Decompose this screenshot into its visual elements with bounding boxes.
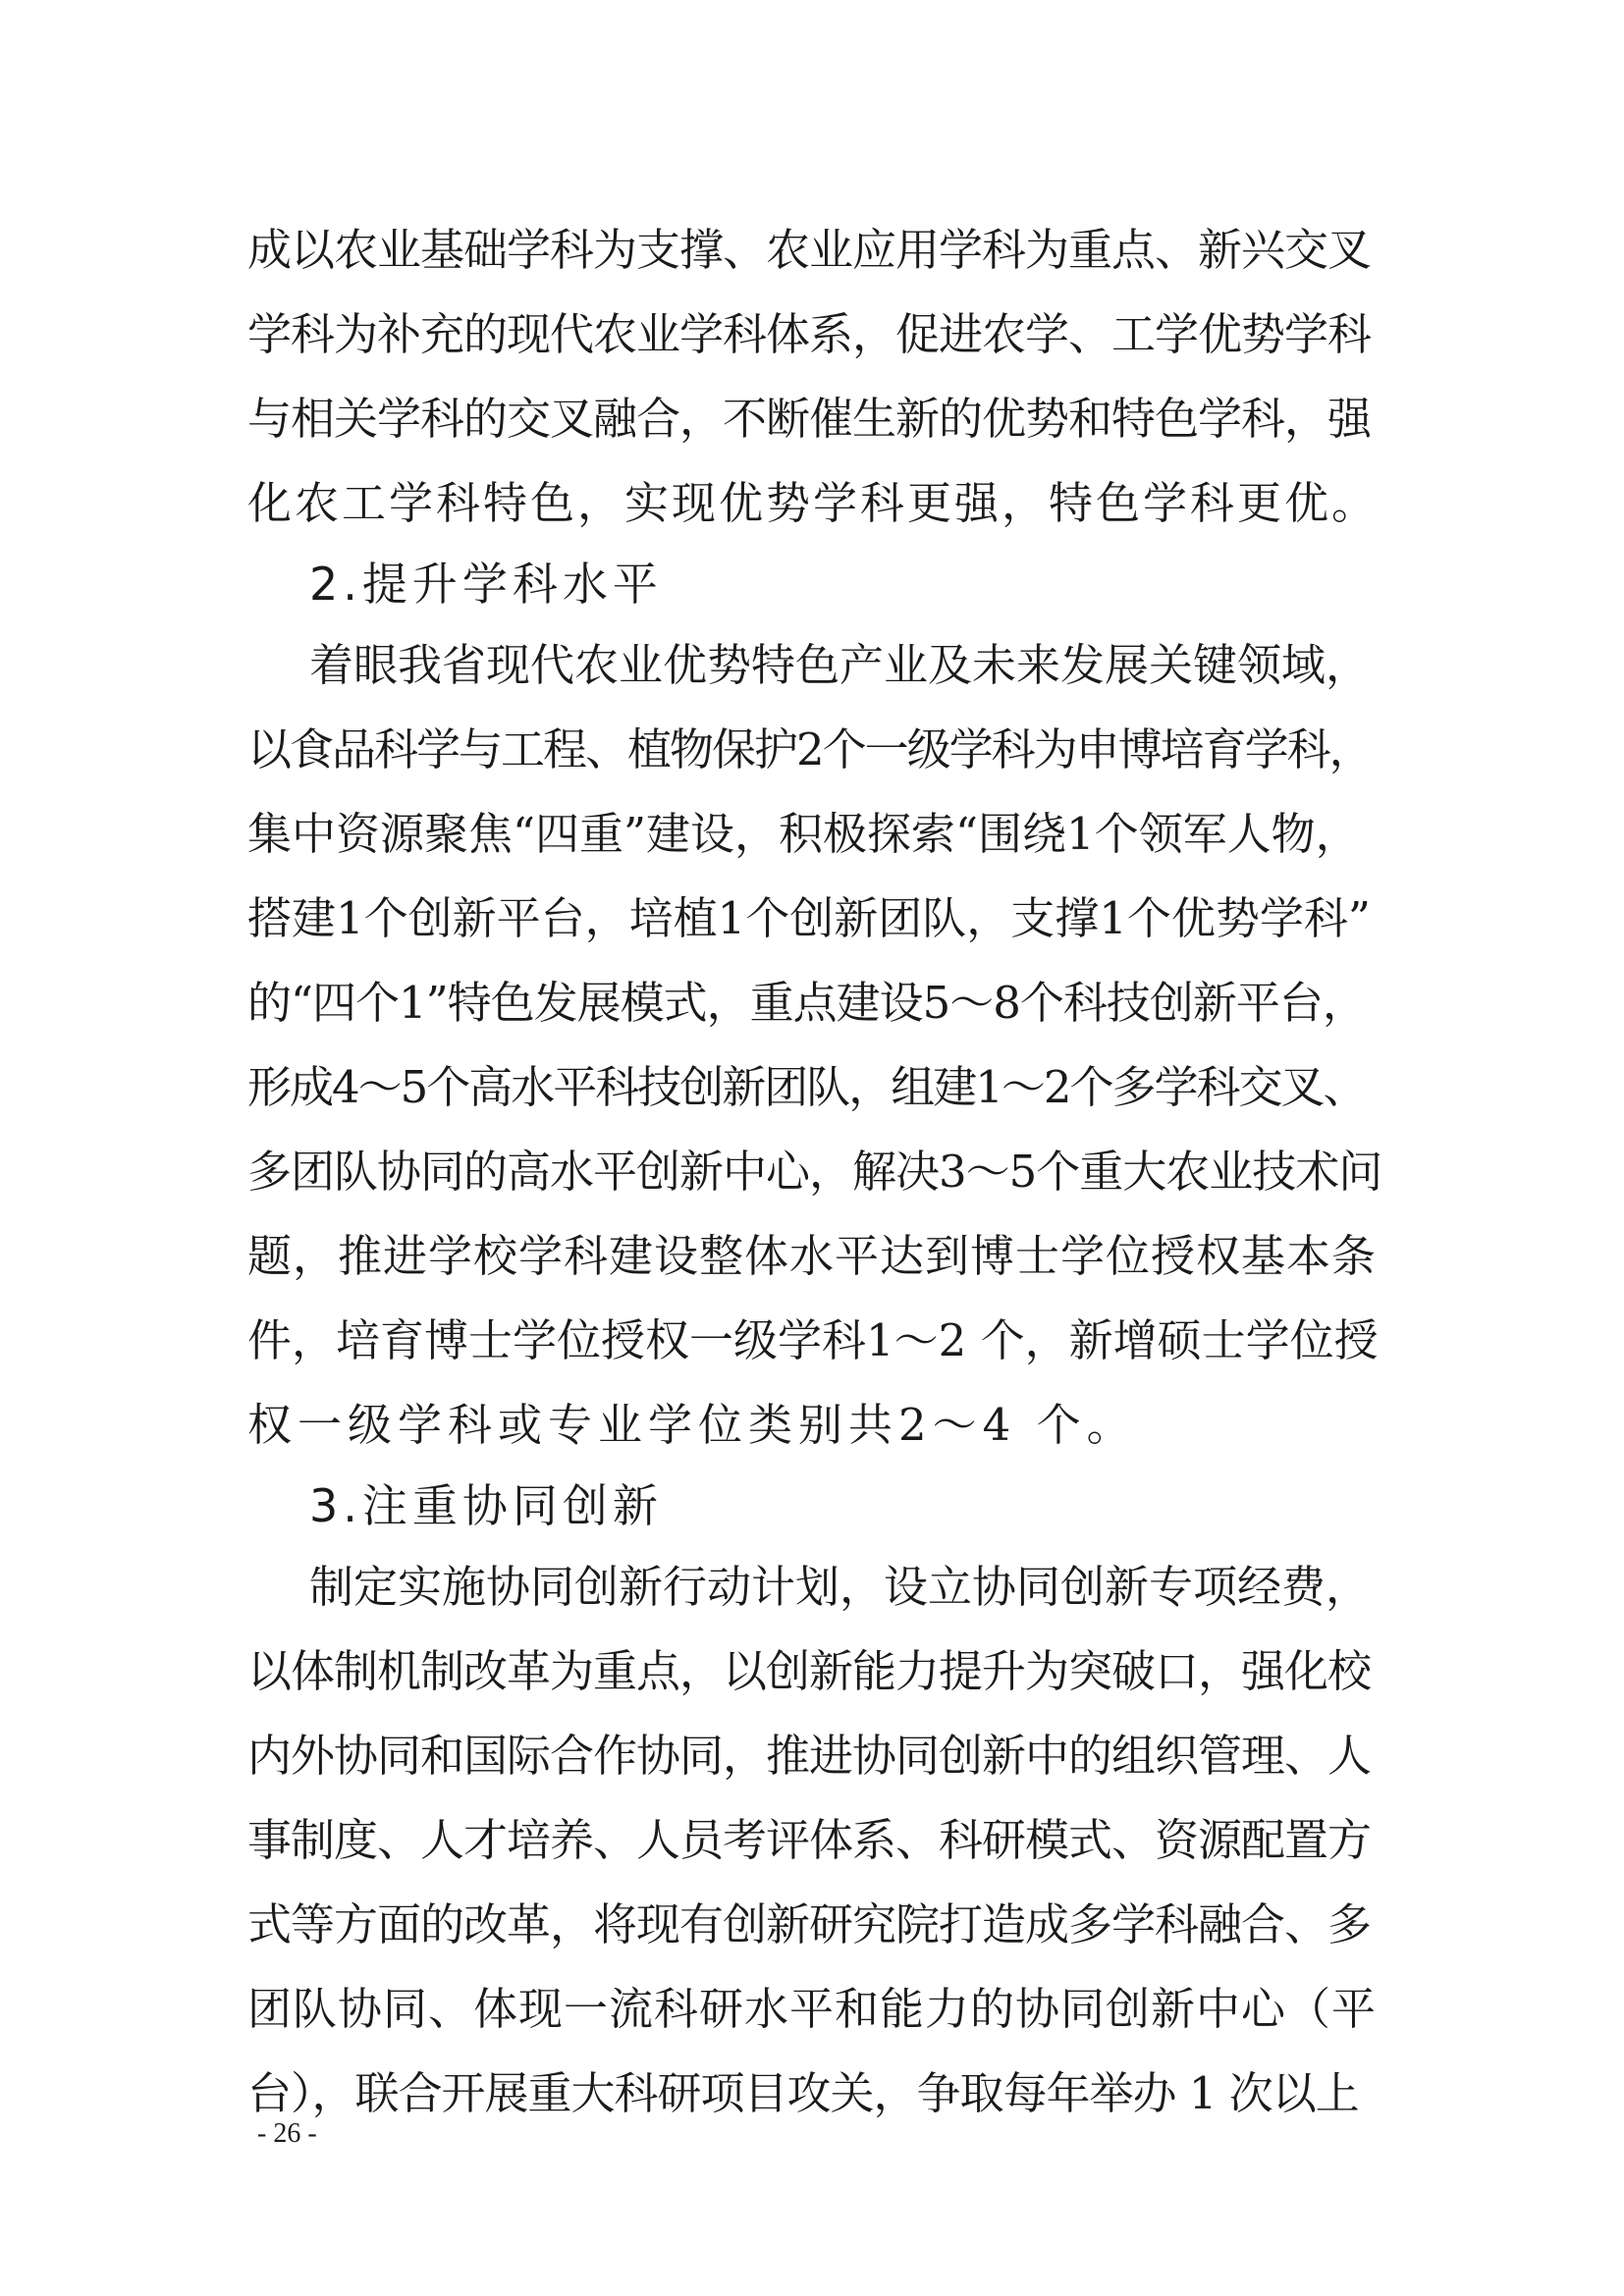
- paragraph-line: 形成4～5个高水平科技创新团队，组建1～2个多学科交叉、: [247, 1061, 1366, 1113]
- paragraph-line: 内外协同和国际合作协同，推进协同创新中的组织管理、人: [247, 1730, 1372, 1782]
- section-heading: 2.提升学科水平: [309, 558, 663, 611]
- paragraph-line: 权一级学科或专业学位类别共2～4 个。: [247, 1399, 1137, 1451]
- paragraph-line: 与相关学科的交叉融合，不断催生新的优势和特色学科，强: [247, 393, 1372, 445]
- paragraph-line: 多团队协同的高水平创新中心，解决3～5个重大农业技术问: [247, 1146, 1382, 1198]
- paragraph-line: 制定实施协同创新行动计划，设立协同创新专项经费，: [309, 1561, 1371, 1613]
- section-heading: 3.注重协同创新: [309, 1479, 663, 1532]
- paragraph-line: 化农工学科特色，实现优势学科更强，特色学科更优。: [247, 477, 1380, 529]
- paragraph-line: 以食品科学与工程、植物保护2个一级学科为申博培育学科，: [247, 723, 1372, 775]
- paragraph-line: 成以农业基础学科为支撑、农业应用学科为重点、新兴交叉: [247, 224, 1372, 276]
- paragraph-line: 学科为补充的现代农业学科体系，促进农学、工学优势学科: [247, 308, 1372, 360]
- paragraph-line: 搭建1个创新平台，培植1个创新团队，支撑1个优势学科”: [247, 892, 1371, 944]
- paragraph-line: 题，推进学校学科建设整体水平达到博士学位授权基本条: [247, 1230, 1378, 1282]
- page-number: - 26 -: [257, 2118, 317, 2149]
- paragraph-line: 的“四个1”特色发展模式，重点建设5～8个科技创新平台，: [247, 977, 1366, 1029]
- paragraph-line: 式等方面的改革，将现有创新研究院打造成多学科融合、多: [247, 1898, 1372, 1950]
- paragraph-line: 团队协同、体现一流科研水平和能力的协同创新中心（平: [247, 1983, 1378, 2035]
- paragraph-line: 事制度、人才培养、人员考评体系、科研模式、资源配置方: [247, 1814, 1372, 1866]
- paragraph-line: 台），联合开展重大科研项目攻关，争取每年举办 1 次以上: [247, 2067, 1359, 2119]
- paragraph-line: 件，培育博士学位授权一级学科1～2 个，新增硕士学位授: [247, 1314, 1379, 1366]
- paragraph-line: 以体制机制改革为重点，以创新能力提升为突破口，强化校: [247, 1645, 1372, 1697]
- paragraph-line: 集中资源聚焦“四重”建设，积极探索“围绕1个领军人物，: [247, 808, 1360, 860]
- paragraph-line: 着眼我省现代农业优势特色产业及未来发展关键领域，: [309, 639, 1371, 691]
